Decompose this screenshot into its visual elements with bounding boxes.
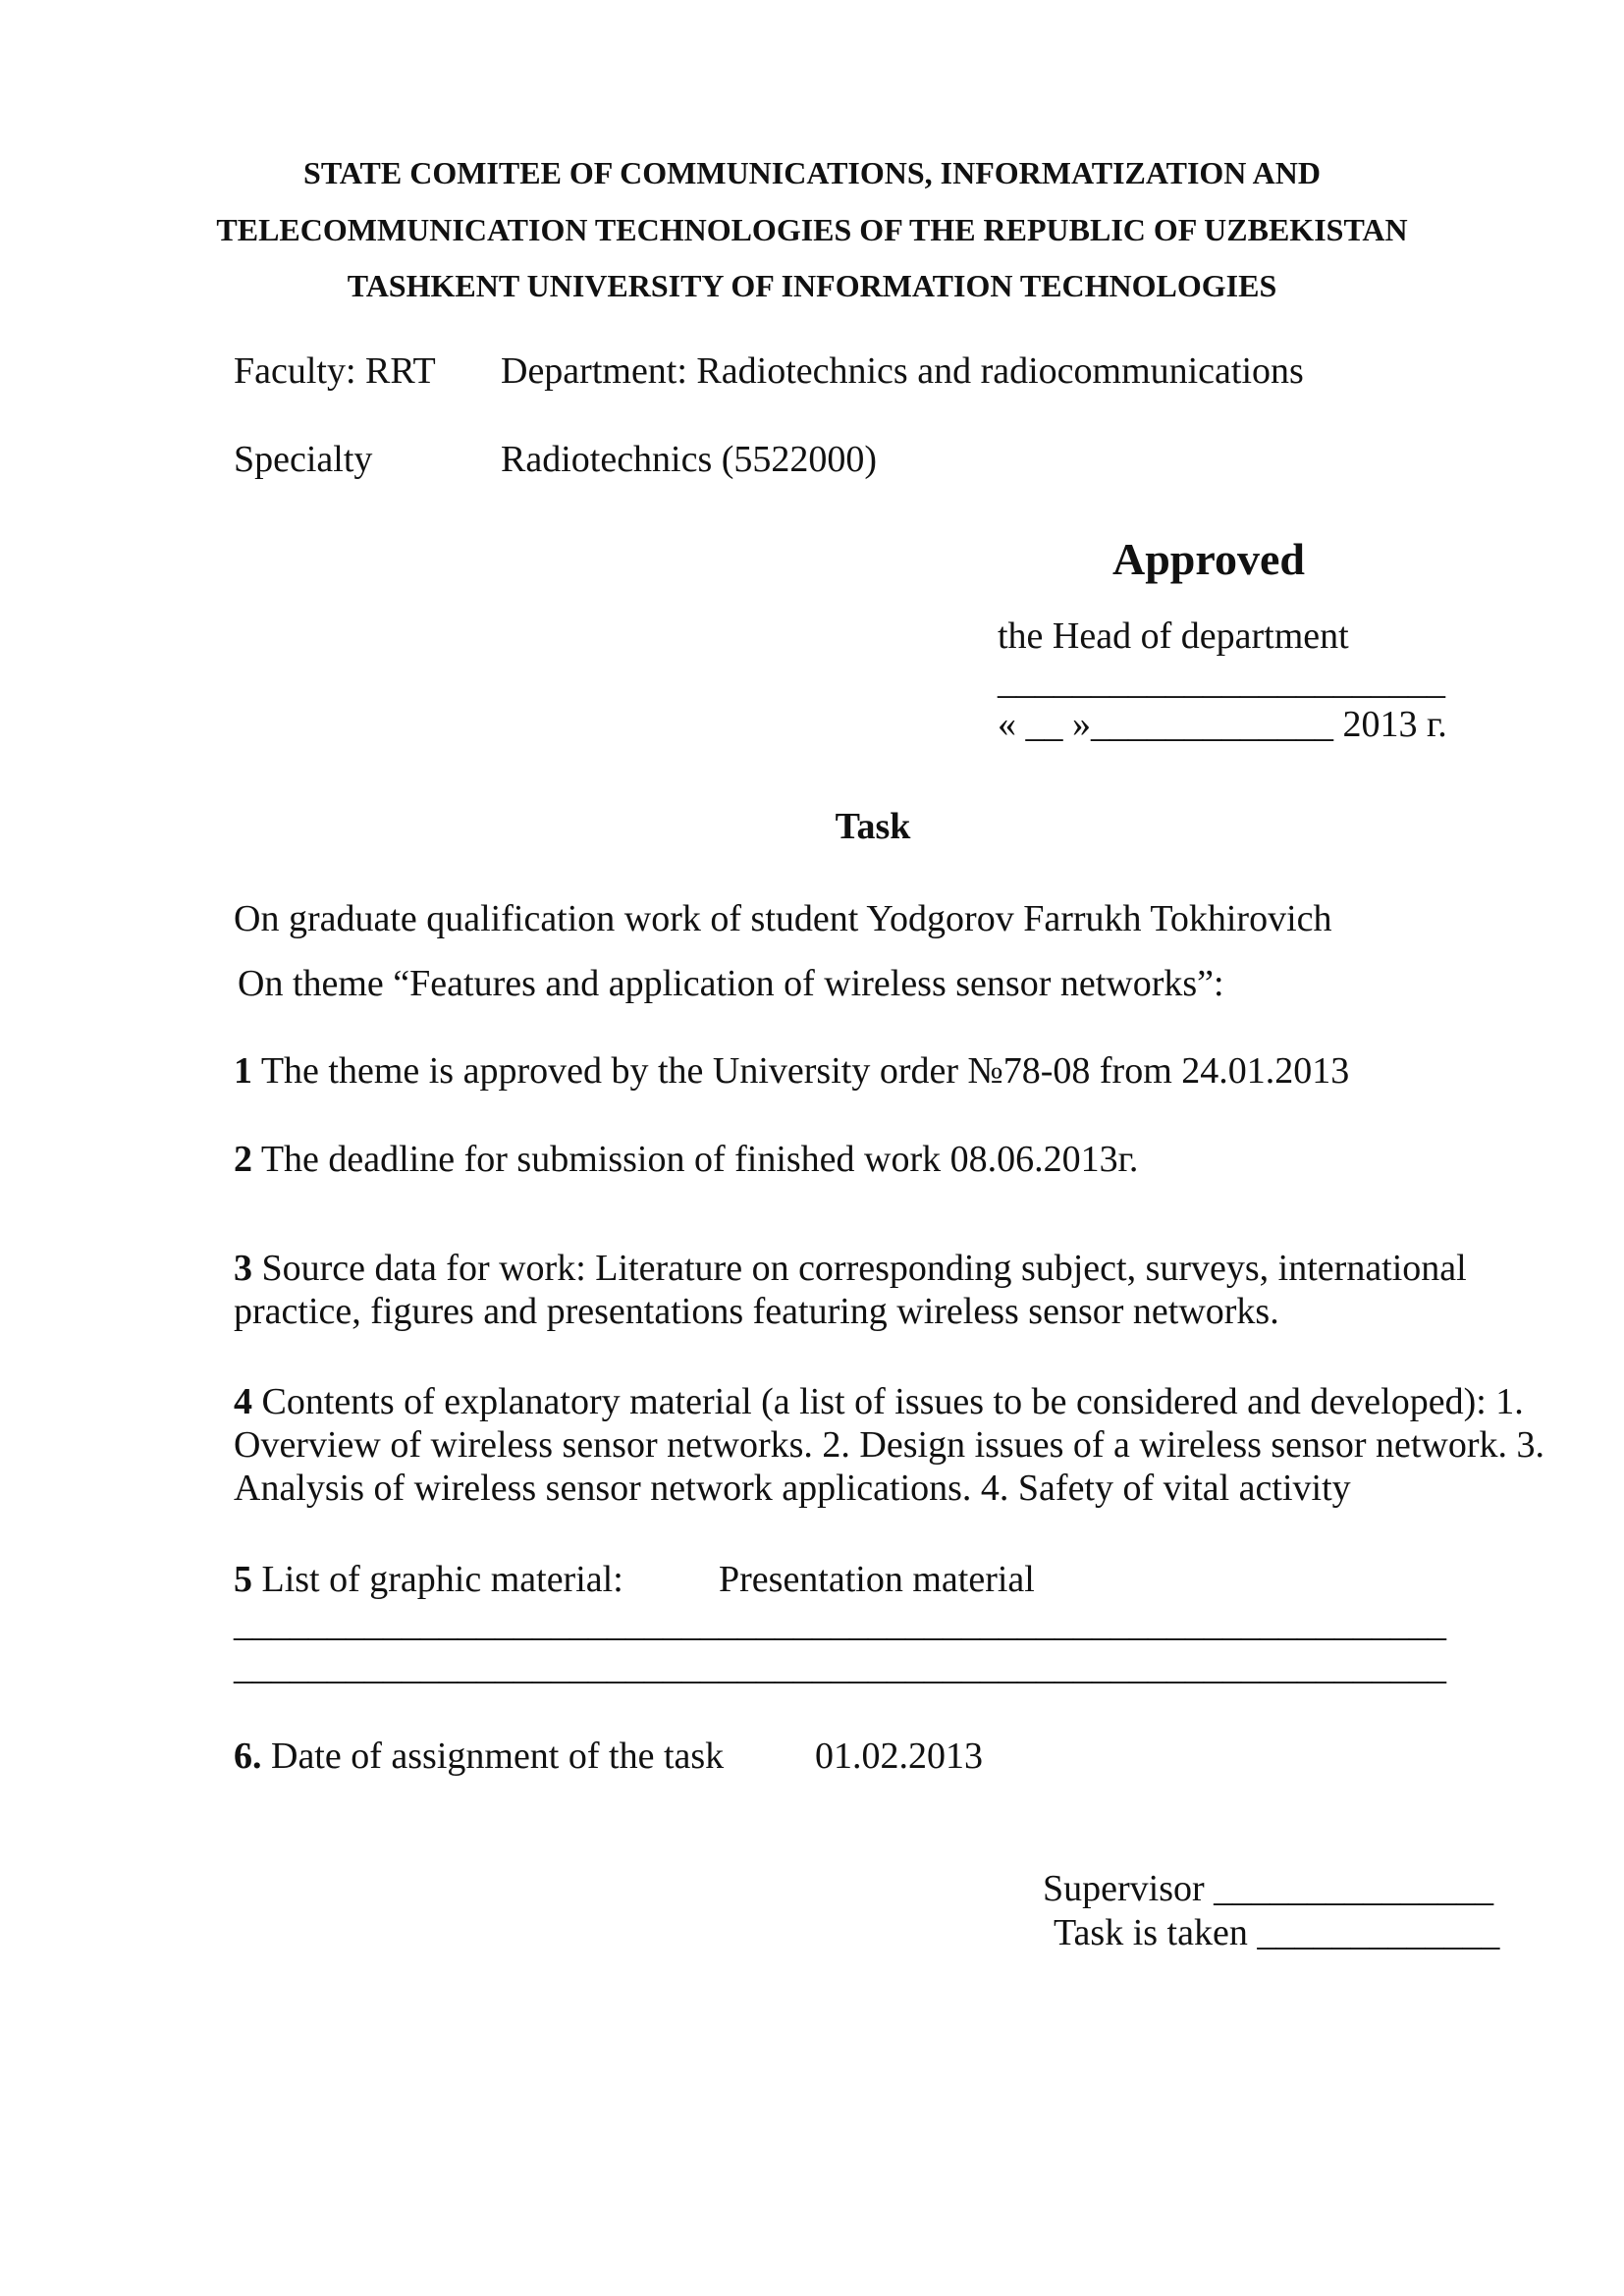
item-number: 1 [234, 1050, 252, 1092]
approved-title: Approved [1112, 534, 1305, 584]
item-label: List of graphic material: [252, 1559, 623, 1600]
item-number: 5 [234, 1559, 252, 1600]
approval-signature-line: ________________________ [998, 661, 1445, 702]
task-item-3 [234, 1247, 1569, 1333]
item-label: Date of assignment of the task [261, 1735, 725, 1777]
item-number: 4 [234, 1381, 252, 1422]
task-item-4 [234, 1380, 1569, 1510]
specialty-value: Radiotechnics (5522000) [501, 439, 878, 480]
theme-line: On theme “Features and application of wireless sensor networks”: [238, 963, 1224, 1004]
blank-line-2: _________________________________________________________________ [234, 1646, 1446, 1687]
task-item-1 [234, 1049, 1569, 1093]
supervisor-signature: Supervisor _______________ [1043, 1868, 1494, 1909]
assignment-date: 01.02.2013 [815, 1735, 983, 1777]
item-number: 2 [234, 1139, 252, 1180]
item-number: 3 [234, 1248, 252, 1289]
item-text: The deadline for submission of finished work 08.06.2013г. [252, 1139, 1139, 1180]
task-title: Task [835, 806, 911, 847]
task-item-6 [234, 1735, 724, 1778]
item-number: 6. [234, 1735, 262, 1777]
task-item-5 [234, 1558, 623, 1601]
item-text: Source data for work: Literature on corresponding subject, surveys, international practice, figures and presentations featuring wireless sensor networks. [234, 1248, 1467, 1332]
graphic-material-value: Presentation material [719, 1559, 1035, 1600]
department-label: Department: Radiotechnics and radiocommunications [501, 350, 1304, 392]
item-text: Contents of explanatory material (a list of issues to be considered and developed): 1. Overview of wireless sensor networks. 2. Design issues of a wireless sensor network. 3. Analysis of wireless sensor network applications. 4. Safety of vital activity [234, 1381, 1545, 1509]
header-line-1: STATE COMITEE OF COMMUNICATIONS, INFORMATIZATION AND [303, 155, 1321, 190]
header-line-2: TELECOMMUNICATION TECHNOLOGIES OF THE REPUBLIC OF UZBEKISTAN [216, 212, 1408, 247]
approval-date-line: « __ »_____________ 2013 г. [998, 704, 1447, 745]
task-item-2 [234, 1138, 1569, 1181]
task-taken-signature: Task is taken _____________ [1054, 1912, 1500, 1953]
blank-line-1: _________________________________________________________________ [234, 1603, 1446, 1644]
item-text: The theme is approved by the University order №78-08 from 24.01.2013 [252, 1050, 1350, 1092]
head-of-department: the Head of department [998, 615, 1349, 657]
header-line-3: TASHKENT UNIVERSITY OF INFORMATION TECHNOLOGIES [347, 268, 1277, 303]
faculty-label: Faculty: RRT [234, 350, 436, 392]
specialty-label: Specialty [234, 439, 373, 480]
student-line: On graduate qualification work of student Yodgorov Farrukh Tokhirovich [234, 898, 1332, 939]
